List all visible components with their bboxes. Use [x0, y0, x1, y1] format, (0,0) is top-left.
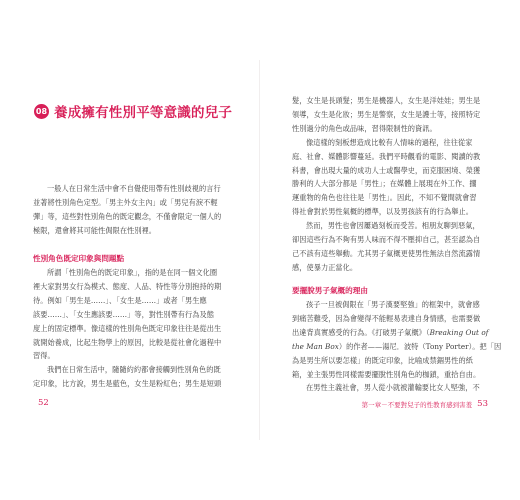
- text-line: 然而，男性也會因屢過刻板而受苦。相朋友聊到惡氣，: [306, 221, 480, 231]
- running-head-title: 第一章－不要對兒子的性教育感到害羞: [361, 400, 473, 409]
- text-line: [292, 354, 501, 368]
- right-page: [260, 0, 520, 500]
- text-line: 庭、社會、媒體影響蔓延。我們平時觀看的電影、閱讀的教: [292, 151, 481, 161]
- text-line: 習得。: [33, 351, 55, 361]
- page-number-left: 52: [38, 398, 49, 408]
- text-line: [292, 340, 501, 354]
- text-line: 所謂「性別角色的既定印象」，指的是在同一個文化圈: [47, 268, 218, 277]
- text-line: 卻因這些行為不夠有男人味而不得不壓抑自己，甚至認為自: [292, 235, 481, 245]
- text-line: 領導，女生是化妝；男生是警察，女生是護士等，接照特定: [292, 109, 481, 119]
- text-run: 在男性主義社會，男人從小就被灌輸要比女人堅強，不: [306, 383, 480, 393]
- text-line: 一般人在日常生活中會不自覺使用帶有性別歧視的言行: [47, 184, 221, 193]
- text-line: 極限，還會將其可能性侷限在性別裡。: [33, 225, 157, 235]
- text-line: 性別過分的角色或品味，習得限制性的資訊。: [292, 123, 437, 133]
- running-head: [362, 399, 488, 409]
- text-line: 我們在日常生活中，隨隨約約都會接觸到性別角色的既: [47, 365, 221, 375]
- section-heading: 要擺脫男子氣概的理由: [292, 286, 368, 295]
- page-number-right: 53: [477, 399, 488, 409]
- text-run: 箱，並主張男性同樣需要擺脫性別角色的枷鎖，重拾自由。: [292, 369, 481, 379]
- text-line: [292, 326, 501, 340]
- text-line: [292, 381, 501, 395]
- text-line: 該要……」、「女生應該要……」等，對性別帶有行為及態: [33, 309, 214, 319]
- section-paragraph: [33, 266, 221, 391]
- text-run: ）的作者——湯尼．波特（Tony Porter）。把「因: [338, 341, 502, 351]
- text-line: 科書，會出現大量的成功人士或醫學史，而克服困境、榮獲: [292, 165, 481, 175]
- chapter-title: 養成擁有性別平等意識的兒子: [54, 105, 233, 121]
- text-line: 像這樣的刻板想造成比較有人情味的過程，往往從家: [306, 137, 473, 147]
- text-run: 出違背真實感受的行為。《打破男子氣概》（: [292, 327, 430, 337]
- chapter-heading: [34, 101, 232, 121]
- book-title-en: the Man Box: [292, 341, 339, 351]
- text-run: 孩子一旦被侷限在「男子漢要堅強」的框架中，就會感: [306, 300, 480, 309]
- text-line: [292, 298, 501, 312]
- text-line: 並著將性別角色定型。「男主外女主內」或「男兒有淚不輕: [33, 197, 218, 207]
- text-line: 彈」等，這些對性別角色的既定觀念，不僅會限定一個人的: [33, 211, 222, 221]
- chapter-number-badge: 08: [34, 104, 49, 119]
- text-run: 到痛苦難受，因為會變得不能輕易表達自身情感，也需要做: [292, 313, 481, 323]
- section-paragraph: [292, 298, 501, 395]
- text-line: 得社會對於男性氣概的標準，以及男孩該有的行為舉止。: [292, 207, 473, 217]
- text-line: 感，使暴力正當化。: [292, 262, 358, 272]
- text-line: 待。例如「男生是……」、「女生是……」或者「男生應: [33, 295, 207, 305]
- body-paragraph: [292, 94, 480, 275]
- text-line: 勝利的人大部分都是「男性」；在媒體上展現在外工作、擱: [292, 179, 477, 189]
- text-run: 為是男生所以要怎樣」的既定印象，比喻成禁錮男性的紙: [292, 355, 473, 365]
- text-line: 度上的固定標準。像這樣的性別角色既定印象往往是從出生: [33, 323, 222, 333]
- text-line: 己不該有這些舉動。尤其男子氣概更使男性無法自然流露情: [292, 248, 481, 258]
- text-line: 定印象，比方說，男生是藍色，女生是粉紅色；男生是短頭: [33, 379, 222, 389]
- book-title-en: Breaking Out of: [429, 327, 489, 337]
- text-line: 裡大家對男女行為模式、態度、人品、特性等分別抱持的期: [33, 281, 222, 291]
- text-line: [292, 312, 501, 326]
- text-line: 就開始養成，比起生物學上的原因，比較是從社會化過程中: [33, 337, 222, 347]
- text-line: 運重物的角色也往往是「男性」。因此，不知不覺間就會習: [292, 193, 477, 203]
- text-line: 髮，女生是長頭髮；男生是機器人，女生是洋娃娃；男生是: [292, 96, 481, 105]
- intro-paragraph: [33, 182, 221, 238]
- text-line: [292, 368, 501, 382]
- section-heading: 性別角色既定印象與問題點: [33, 254, 125, 263]
